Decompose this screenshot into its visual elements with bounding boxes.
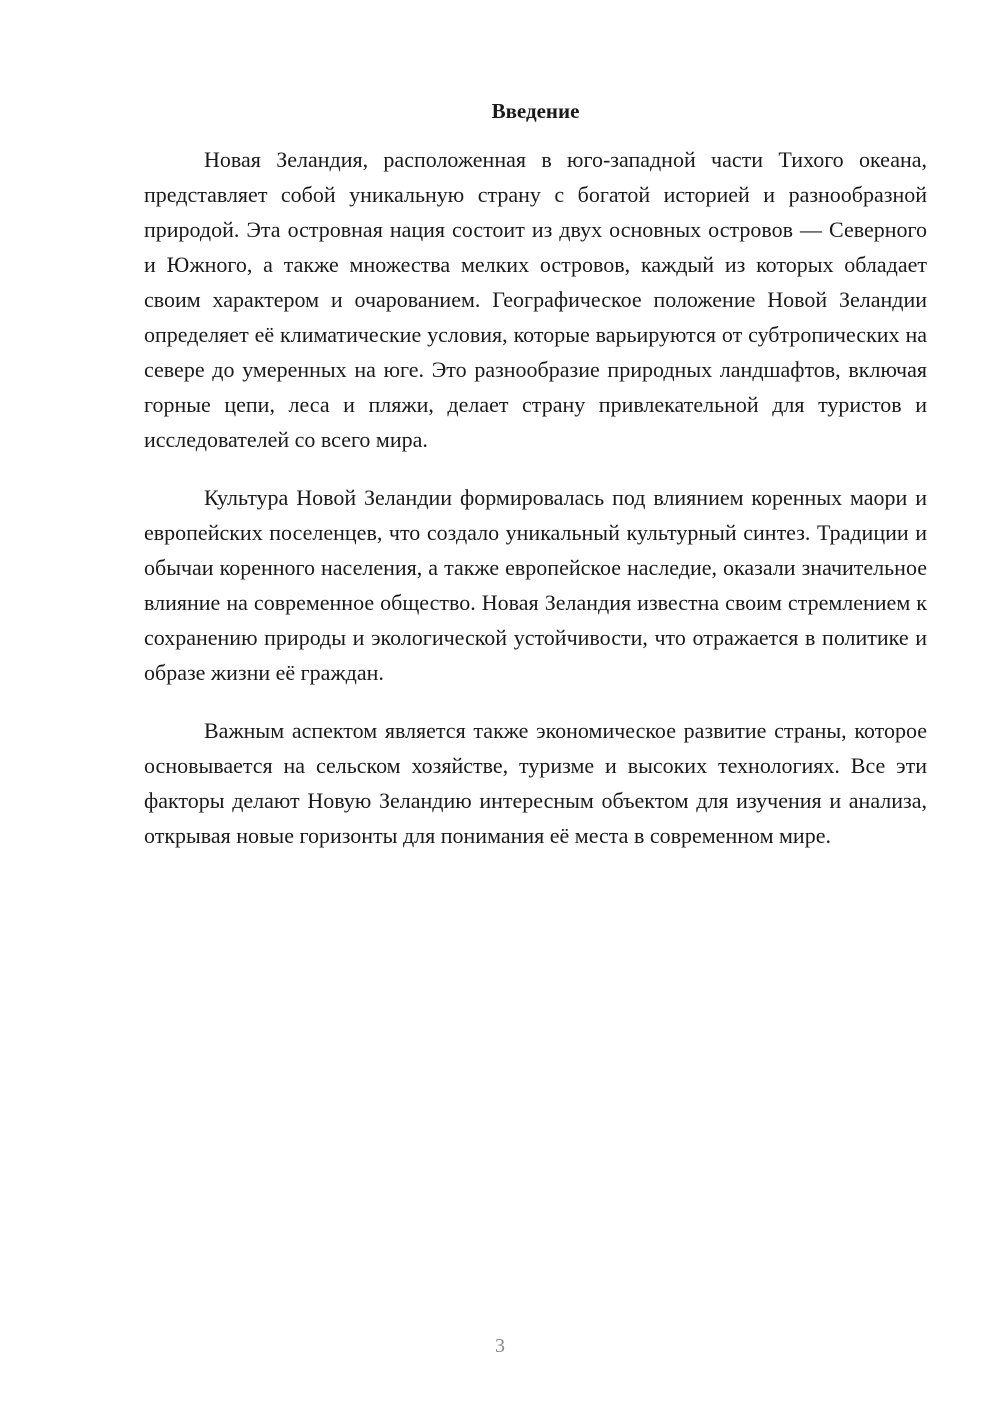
paragraph-economy: Важным аспектом является также экономическое развитие страны, которое основывается на сельском хозяйстве, туризме и высоких технологиях. Все эти факторы делают Новую Зеландию интересным объектом для изучения и анализа, открывая новые горизонты для понимания её места в современном мире. — [144, 718, 927, 848]
paragraph-culture: Культура Новой Зеландии формировалась под влиянием коренных маори и европейских поселенцев, что создало уникальный культурный синтез. Традиции и обычаи коренного населения, а также европейское наследие, оказали значительное влияние на современное общество. Новая Зеландия известна своим стремлением к сохранению природы и экологической устойчивости, что отражается в политике и образе жизни её граждан. — [144, 485, 927, 685]
page-number: 3 — [495, 1335, 505, 1357]
section-heading: Введение — [491, 99, 580, 123]
paragraph-geography: Новая Зеландия, расположенная в юго-западной части Тихого океана, представляет собой уникальную страну с богатой историей и разнообразной природой. Эта островная нация состоит из двух основных островов — Северного и Южного, а также множества мелких островов, каждый из которых обладает своим характером и очарованием. Географическое положение Новой Зеландии определяет её климатические условия, которые варьируются от субтропических на севере до умеренных на юге. Это разнообразие природных ландшафтов, включая горные цепи, леса и пляжи, делает страну привлекательной для туристов и исследователей со всего мира. — [144, 147, 927, 452]
page-content — [144, 96, 927, 853]
